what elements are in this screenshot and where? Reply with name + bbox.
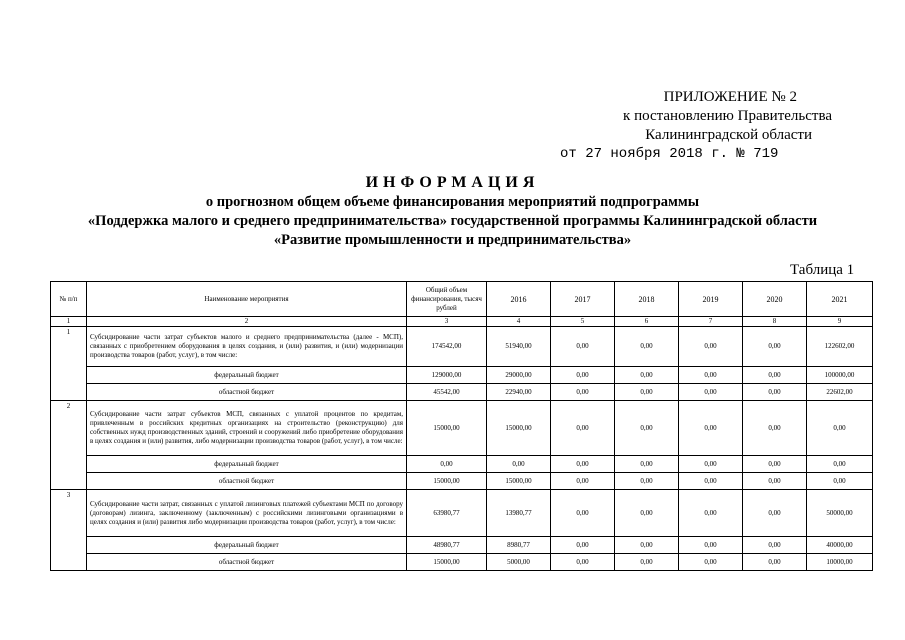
year-value: 0,00 [743,554,807,571]
year-value: 0,00 [679,401,743,456]
subtitle-line-1: о прогнозном общем объеме финансирования мероприятий подпрограммы [205,194,700,210]
year-value: 0,00 [679,367,743,384]
year-value: 0,00 [615,473,679,490]
year-value: 0,00 [551,327,615,367]
year-value: 0,00 [615,456,679,473]
column-number: 8 [743,317,807,327]
year-value: 0,00 [551,473,615,490]
year-value: 0,00 [743,401,807,456]
year-value: 0,00 [615,327,679,367]
financing-table [50,281,873,571]
year-value: 100000,00 [807,367,873,384]
federal-budget-label: федеральный бюджет [87,537,407,554]
appendix-line-4: от 27 ноября 2018 г. № 719 [560,146,779,162]
year-value: 0,00 [615,490,679,537]
year-value: 122602,00 [807,327,873,367]
year-value: 10000,00 [807,554,873,571]
total-value: 15000,00 [407,473,487,490]
header-2017: 2017 [551,282,615,317]
header-2020: 2020 [743,282,807,317]
table-row [51,327,873,367]
year-value: 51940,00 [487,327,551,367]
table-row [51,490,873,537]
total-value: 129000,00 [407,367,487,384]
year-value: 0,00 [743,490,807,537]
total-value: 45542,00 [407,384,487,401]
appendix-line-2: к постановлению Правительства [623,108,832,124]
table-row-regional [51,554,873,571]
year-value: 0,00 [679,473,743,490]
year-value: 0,00 [615,537,679,554]
year-value: 0,00 [743,367,807,384]
column-number: 2 [87,317,407,327]
column-number: 7 [679,317,743,327]
row-number: 3 [51,490,87,571]
year-value: 29000,00 [487,367,551,384]
year-value: 0,00 [743,456,807,473]
header-num: № п/п [51,282,87,317]
column-number: 4 [487,317,551,327]
column-number: 6 [615,317,679,327]
appendix-line-3: Калининградской области [645,127,812,143]
federal-budget-label: федеральный бюджет [87,456,407,473]
year-value: 0,00 [743,537,807,554]
header-2016: 2016 [487,282,551,317]
column-number: 9 [807,317,873,327]
year-value: 0,00 [615,554,679,571]
year-value: 0,00 [551,554,615,571]
total-value: 15000,00 [407,554,487,571]
appendix-line-1: ПРИЛОЖЕНИЕ № 2 [663,89,797,105]
subtitle-line-2: «Поддержка малого и среднего предпринимательства» государственной программы Калининградской области [87,213,818,229]
regional-budget-label: областной бюджет [87,384,407,401]
row-number: 1 [51,327,87,401]
year-value: 0,00 [487,456,551,473]
year-value: 0,00 [679,327,743,367]
federal-budget-label: федеральный бюджет [87,367,407,384]
year-value: 0,00 [551,367,615,384]
year-value: 22940,00 [487,384,551,401]
year-value: 0,00 [679,384,743,401]
year-value: 0,00 [743,327,807,367]
year-value: 50000,00 [807,490,873,537]
total-value: 48980,77 [407,537,487,554]
year-value: 15000,00 [487,473,551,490]
header-total: Общий объем финансирования, тысяч рублей [407,282,487,317]
subtitle-line-3: «Развитие промышленности и предпринимательства» [273,232,632,248]
document-subtitle [0,193,905,250]
measure-name: Субсидирование части затрат субъектов малого и среднего предпринимательства (далее - МСП), связанных с приобретением оборудования в целях создания, и (или) развития, и (или) модернизации производства товаров (работ, услуг), в том числе: [87,327,407,367]
measure-name: Субсидирование части затрат субъектов МСП, связанных с уплатой процентов по кредитам, привлеченным в российских кредитных организациях на строительство (реконструкцию) для собственных нужд производственных зданий, строений и сооружений либо приобретение оборудования в целях создания и (или) развития, либо модернизации производства товаров (работ, услуг), в том числе: [87,401,407,456]
table-row-federal [51,537,873,554]
year-value: 0,00 [551,537,615,554]
total-value: 63980,77 [407,490,487,537]
year-value: 0,00 [679,456,743,473]
table-row-federal [51,367,873,384]
year-value: 5000,00 [487,554,551,571]
year-value: 0,00 [615,384,679,401]
column-number: 1 [51,317,87,327]
column-number-row [51,317,873,327]
table-label: Таблица 1 [790,262,855,278]
year-value: 0,00 [807,456,873,473]
year-value: 8980,77 [487,537,551,554]
year-value: 0,00 [615,367,679,384]
year-value: 0,00 [551,384,615,401]
year-value: 0,00 [743,384,807,401]
total-value: 15000,00 [407,401,487,456]
year-value: 0,00 [551,456,615,473]
appendix-block [560,88,860,164]
year-value: 0,00 [551,490,615,537]
document-title: ИНФОРМАЦИЯ [365,174,540,191]
header-2018: 2018 [615,282,679,317]
year-value: 0,00 [679,537,743,554]
measure-name: Субсидирование части затрат, связанных с уплатой лизинговых платежей субъектами МСП по договору (договорам) лизинга, заключенному (заключенным) с российскими лизинговыми организациями в целях создания и (или) развития либо модернизации производства товаров (работ, услуг), в том числе: [87,490,407,537]
table-row-regional [51,473,873,490]
year-value: 0,00 [679,490,743,537]
header-2021: 2021 [807,282,873,317]
year-value: 0,00 [807,473,873,490]
total-value: 174542,00 [407,327,487,367]
column-number: 3 [407,317,487,327]
header-2019: 2019 [679,282,743,317]
year-value: 0,00 [615,401,679,456]
total-value: 0,00 [407,456,487,473]
regional-budget-label: областной бюджет [87,473,407,490]
column-number: 5 [551,317,615,327]
table-row-federal [51,456,873,473]
year-value: 0,00 [679,554,743,571]
row-number: 2 [51,401,87,490]
year-value: 15000,00 [487,401,551,456]
year-value: 13980,77 [487,490,551,537]
year-value: 40000,00 [807,537,873,554]
year-value: 0,00 [743,473,807,490]
header-name: Наименование мероприятия [87,282,407,317]
table-header-row [51,282,873,317]
year-value: 0,00 [807,401,873,456]
year-value: 0,00 [551,401,615,456]
year-value: 22602,00 [807,384,873,401]
regional-budget-label: областной бюджет [87,554,407,571]
table-row-regional [51,384,873,401]
table-row [51,401,873,456]
